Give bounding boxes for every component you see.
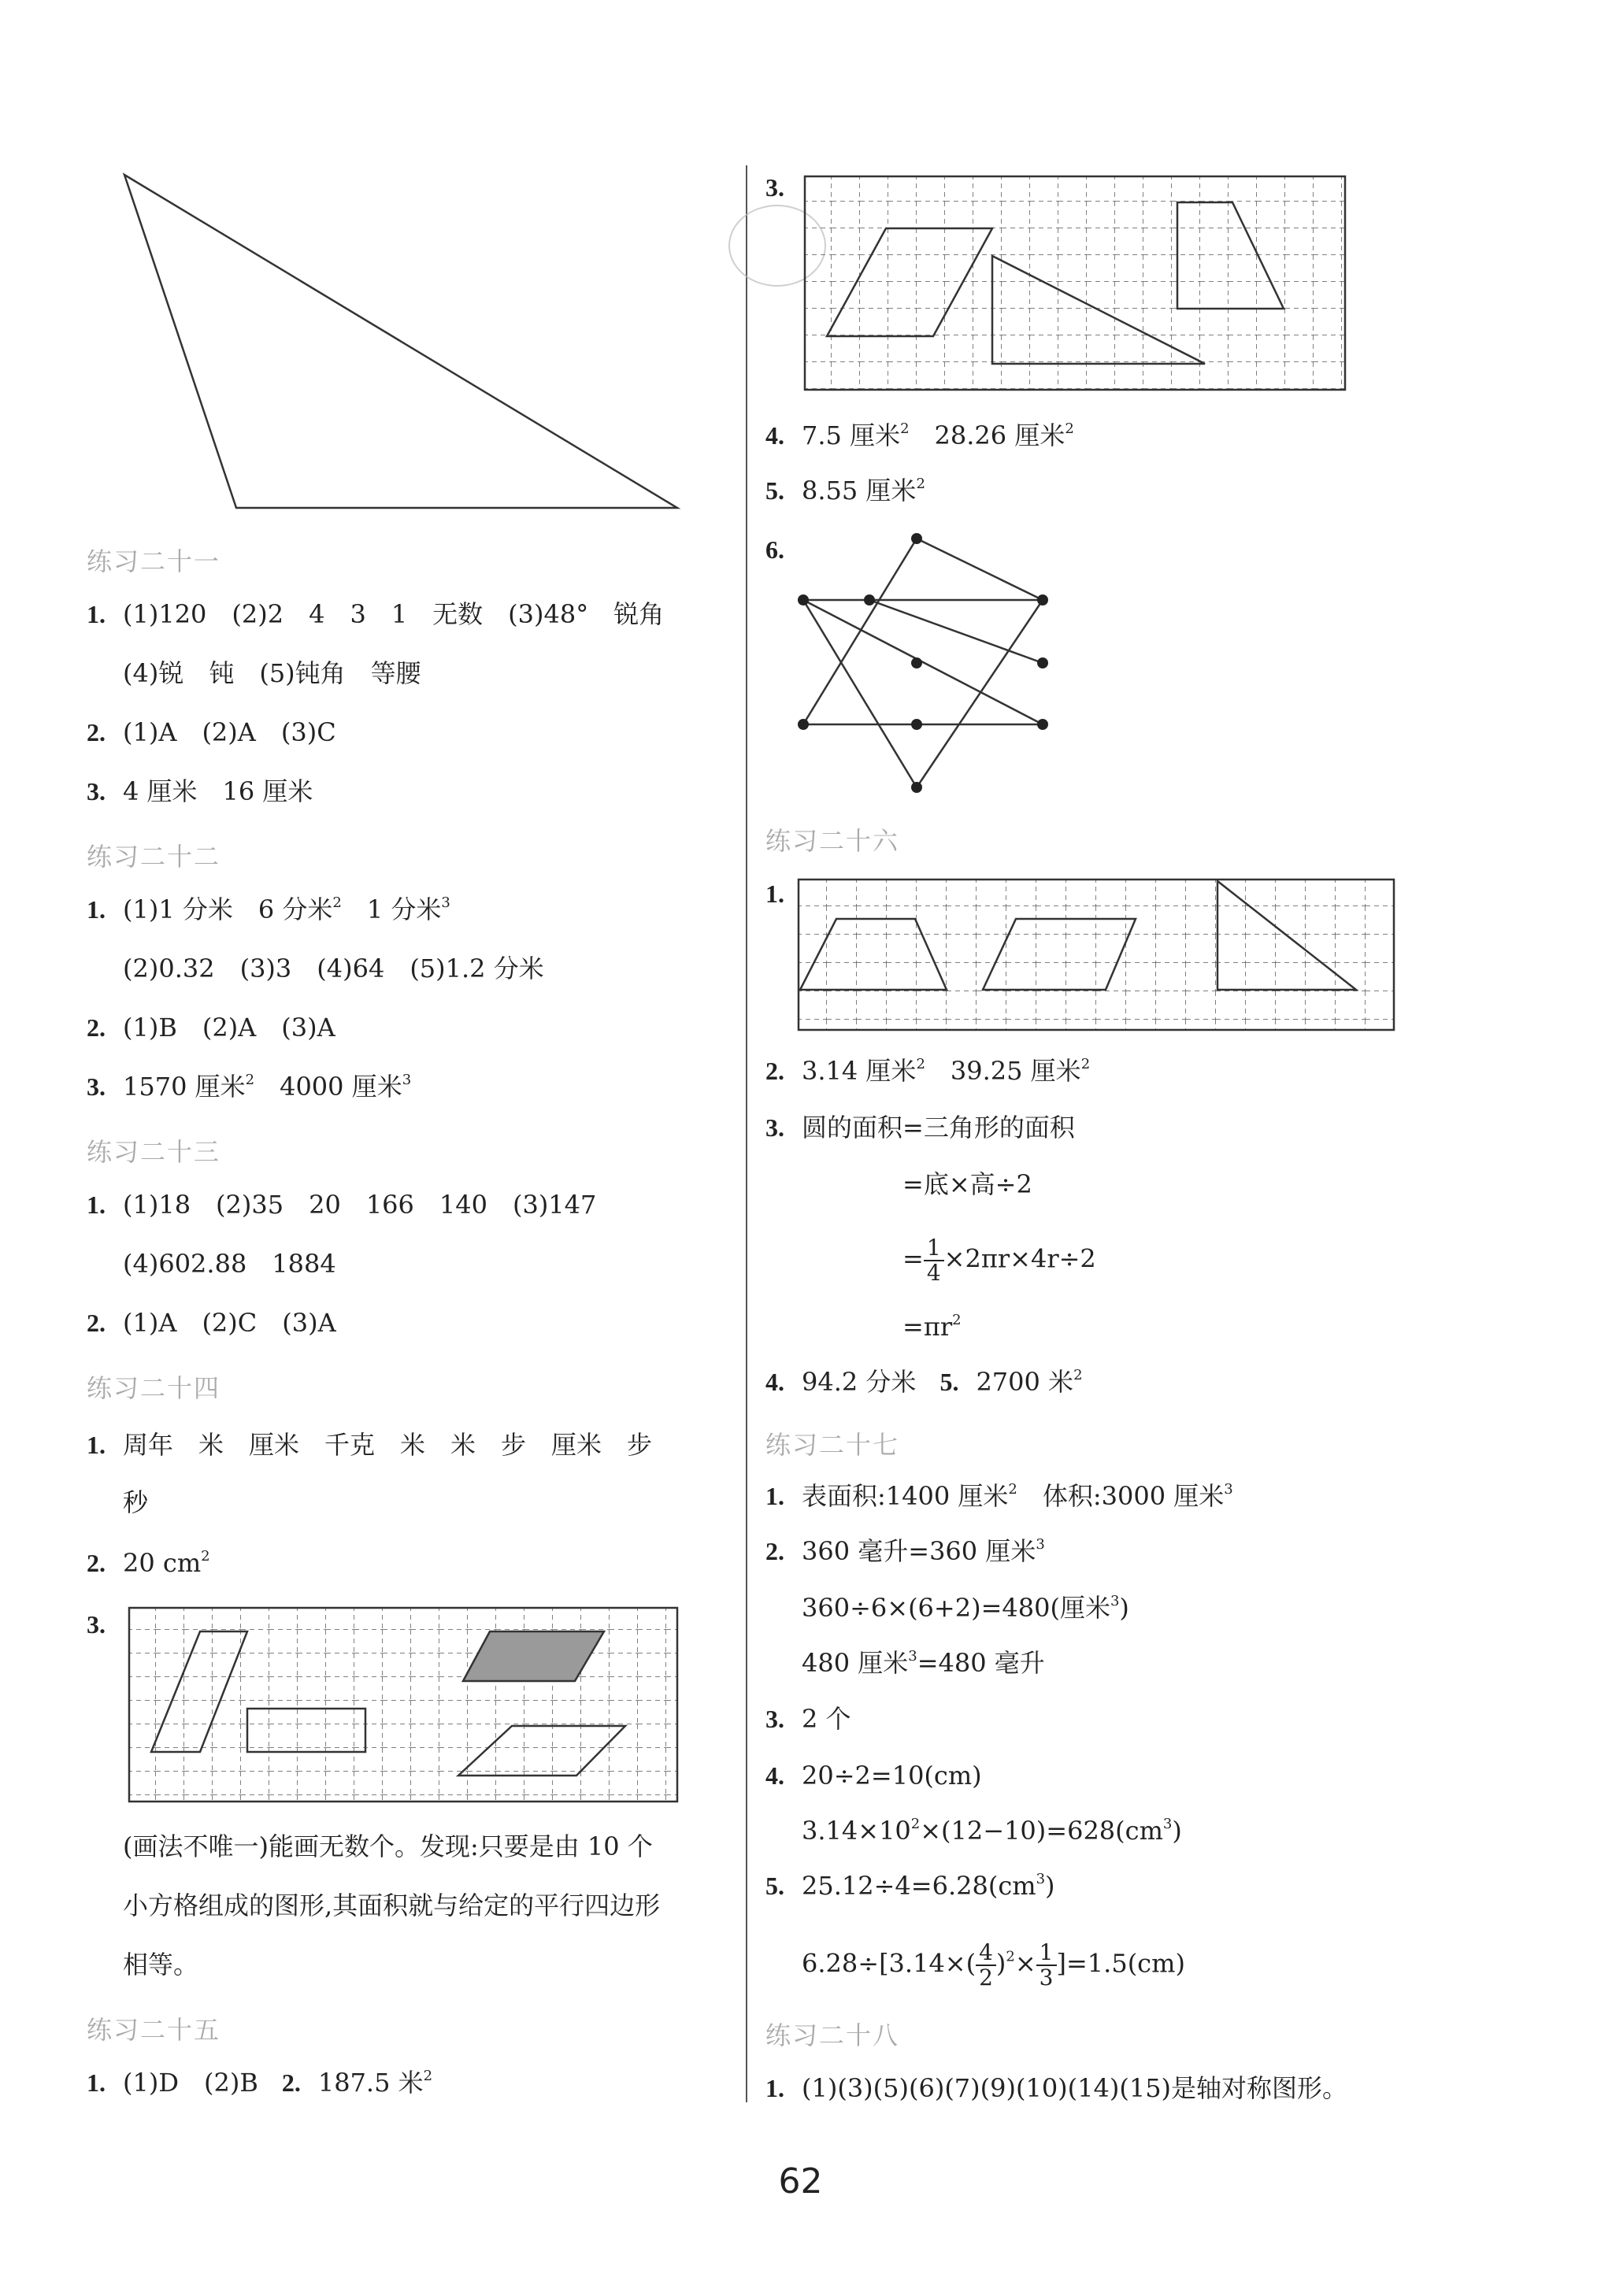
page-number: 62 <box>778 2161 823 2202</box>
s24-q3-grid-figure <box>128 1606 679 1803</box>
s21-q2: 2. (1)A (2)A (3)C <box>87 717 336 747</box>
s24-q1-line2: 秒 <box>123 1487 149 1517</box>
s21-q1-line1: 1. (1)120 (2)2 4 3 1 无数 (3)48° 锐角 <box>87 599 665 629</box>
s27-q2-line1: 2. 360 毫升=360 厘米$^3$ <box>765 1536 1045 1566</box>
s21-q1-line2: (4)锐 钝 (5)钝角 等腰 <box>123 658 421 688</box>
s23-q1-line2: (4)602.88 1884 <box>123 1249 336 1279</box>
s27-q3: 3. 2 个 <box>765 1704 851 1734</box>
section-title-25: 练习二十五 <box>87 2015 221 2045</box>
s24-q3-label: 3. <box>87 1610 106 1639</box>
r-q3-label: 3. <box>765 173 784 202</box>
s26-q1-label: 1. <box>765 880 784 908</box>
section-title-26: 练习二十六 <box>765 826 900 856</box>
section-title-23: 练习二十三 <box>87 1137 221 1167</box>
s24-q1-line1: 1. 周年 米 厘米 千克 米 米 步 厘米 步 <box>87 1430 653 1460</box>
s22-q1-line1: 1. (1)1 分米 6 分米$^2$ 1 分米$^3$ <box>87 894 450 924</box>
r-q5: 5. 8.55 厘米$^2$ <box>765 476 925 505</box>
s26-q4-q5: 4. 94.2 分米 5. 2700 米$^2$ <box>765 1367 1083 1397</box>
s27-q2-line3: 480 厘米$^3$=480 毫升 <box>802 1648 1045 1678</box>
s24-note-line2: 小方格组成的图形,其面积就与给定的平行四边形 <box>123 1890 661 1920</box>
s23-q1-line1: 1. (1)18 (2)35 20 166 140 (3)147 <box>87 1190 597 1220</box>
s25-q1-q2: 1. (1)D (2)B 2. 187.5 米$^2$ <box>87 2068 433 2098</box>
s26-q3-line2: =底×高÷2 <box>902 1169 1032 1199</box>
s27-q5-line2: 6.28÷[3.14×( $\frac{4}{2}$ )$^2$× $\frac{1}{3}$ ]=1.5(cm) <box>802 1939 1185 1990</box>
fraction-1-3: $\frac{1}{3}$ <box>1036 1941 1057 1990</box>
r-q6-dot-line-figure <box>803 528 1055 803</box>
s23-q2: 2. (1)A (2)C (3)A <box>87 1308 336 1338</box>
r-q3-grid-figure <box>803 175 1347 391</box>
s22-q2: 2. (1)B (2)A (3)A <box>87 1013 335 1042</box>
s26-q2: 2. 3.14 厘米$^2$ 39.25 厘米$^2$ <box>765 1056 1091 1086</box>
s27-q5-line1: 5. $25.12\div 4=6.28(cm^3)$ <box>765 1871 1055 1901</box>
s27-q1: 1. 表面积:1400 厘米$^2$ 体积:3000 厘米$^3$ <box>765 1481 1233 1511</box>
s26-q3-line4: $=\pi r^2$ <box>902 1312 962 1342</box>
fraction-1-4: $\frac{1}{4}$ <box>924 1236 944 1285</box>
section-title-24: 练习二十四 <box>87 1373 221 1403</box>
obtuse-triangle-figure <box>0 0 740 535</box>
section-title-28: 练习二十八 <box>765 2020 900 2050</box>
section-title-22: 练习二十二 <box>87 842 221 872</box>
s22-q3: 3. 1570 厘米$^2$ 4000 厘米$^3$ <box>87 1072 412 1102</box>
s26-q3-line3: = $\frac{1}{4}$ ×2πr×4r÷2 <box>902 1235 1096 1286</box>
s26-q3-line1: 3. 圆的面积=三角形的面积 <box>765 1113 1075 1142</box>
s21-q3: 3. 4 厘米 16 厘米 <box>87 776 313 806</box>
s22-q1-line2: (2)0.32 (3)3 (4)64 (5)1.2 分米 <box>123 954 544 983</box>
s28-q1: 1. (1)(3)(5)(6)(7)(9)(10)(14)(15)是轴对称图形。 <box>765 2073 1348 2103</box>
s27-q2-line2: 360÷6×(6+2)=480(厘米$^3$) <box>802 1593 1129 1623</box>
s27-q4-line2: $3.14\times 10^2\times(12-10)=628(cm^3)$ <box>802 1816 1182 1846</box>
r-q6-label: 6. <box>765 535 784 564</box>
fraction-4-2: $\frac{4}{2}$ <box>976 1941 996 1990</box>
section-title-27: 练习二十七 <box>765 1430 900 1460</box>
column-divider <box>746 165 747 2102</box>
section-title-21: 练习二十一 <box>87 546 221 576</box>
s24-note-line3: 相等。 <box>123 1950 199 1979</box>
r-q4: 4. 7.5 厘米$^2$ 28.26 厘米$^2$ <box>765 420 1074 450</box>
s27-q4-line1: 4. 20÷2=10(cm) <box>765 1761 982 1791</box>
s26-q1-grid-figure <box>797 878 1395 1031</box>
s24-q2: 2. 20 $cm^2$ <box>87 1548 210 1578</box>
s24-note-line1: (画法不唯一)能画无数个。发现:只要是由 10 个 <box>123 1831 653 1861</box>
